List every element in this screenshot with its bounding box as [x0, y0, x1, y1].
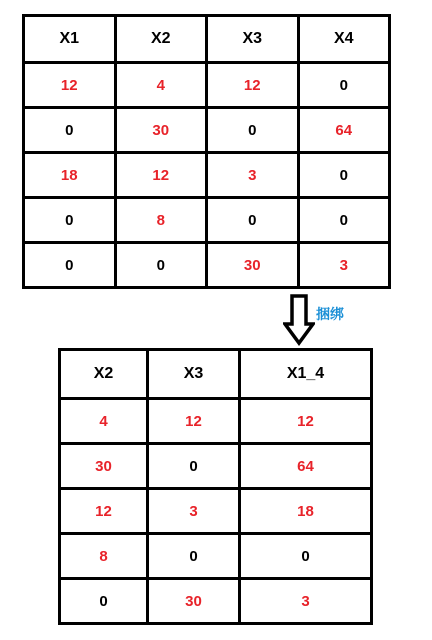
top-header-cell: X4: [298, 16, 390, 63]
top-cell: 0: [298, 63, 390, 108]
top-header-cell: X2: [115, 16, 207, 63]
top-cell: 0: [24, 108, 116, 153]
top-table: [22, 14, 391, 289]
top-table-row: [24, 63, 390, 108]
top-table-row: [24, 108, 390, 153]
top-cell: 12: [115, 153, 207, 198]
bottom-cell: 0: [148, 444, 240, 489]
bundle-label: 捆绑: [316, 306, 344, 322]
bottom-table: [58, 348, 373, 625]
bottom-header-cell: X2: [60, 350, 148, 399]
top-cell: 0: [24, 198, 116, 243]
top-cell: 0: [24, 243, 116, 288]
top-cell: 4: [115, 63, 207, 108]
top-cell: 8: [115, 198, 207, 243]
bottom-table-row: [60, 579, 372, 624]
bottom-cell: 18: [240, 489, 372, 534]
bottom-cell: 12: [148, 399, 240, 444]
top-cell: 0: [207, 198, 299, 243]
bottom-table-row: [60, 444, 372, 489]
top-cell: 12: [24, 63, 116, 108]
top-cell: 3: [207, 153, 299, 198]
top-cell: 18: [24, 153, 116, 198]
bottom-cell: 3: [240, 579, 372, 624]
bottom-header-cell: X3: [148, 350, 240, 399]
top-table-row: [24, 243, 390, 288]
bottom-cell: 64: [240, 444, 372, 489]
top-cell: 3: [298, 243, 390, 288]
bottom-table-header-row: [60, 350, 372, 399]
bottom-cell: 12: [60, 489, 148, 534]
top-cell: 0: [298, 153, 390, 198]
bottom-cell: 4: [60, 399, 148, 444]
bottom-cell: 8: [60, 534, 148, 579]
top-cell: 12: [207, 63, 299, 108]
top-cell: 30: [207, 243, 299, 288]
top-cell: 0: [207, 108, 299, 153]
bottom-cell: 30: [60, 444, 148, 489]
bottom-cell: 30: [148, 579, 240, 624]
bottom-cell: 0: [148, 534, 240, 579]
down-arrow-icon: [283, 294, 315, 346]
bottom-cell: 0: [240, 534, 372, 579]
top-cell: 0: [115, 243, 207, 288]
bottom-table-row: [60, 534, 372, 579]
top-table-row: [24, 153, 390, 198]
top-table-row: [24, 198, 390, 243]
top-table-header-row: [24, 16, 390, 63]
top-cell: 30: [115, 108, 207, 153]
bottom-table-row: [60, 399, 372, 444]
top-cell: 64: [298, 108, 390, 153]
bottom-cell: 3: [148, 489, 240, 534]
top-cell: 0: [298, 198, 390, 243]
top-header-cell: X1: [24, 16, 116, 63]
bottom-table-row: [60, 489, 372, 534]
bottom-cell: 12: [240, 399, 372, 444]
top-header-cell: X3: [207, 16, 299, 63]
bottom-header-cell: X1_4: [240, 350, 372, 399]
bottom-cell: 0: [60, 579, 148, 624]
